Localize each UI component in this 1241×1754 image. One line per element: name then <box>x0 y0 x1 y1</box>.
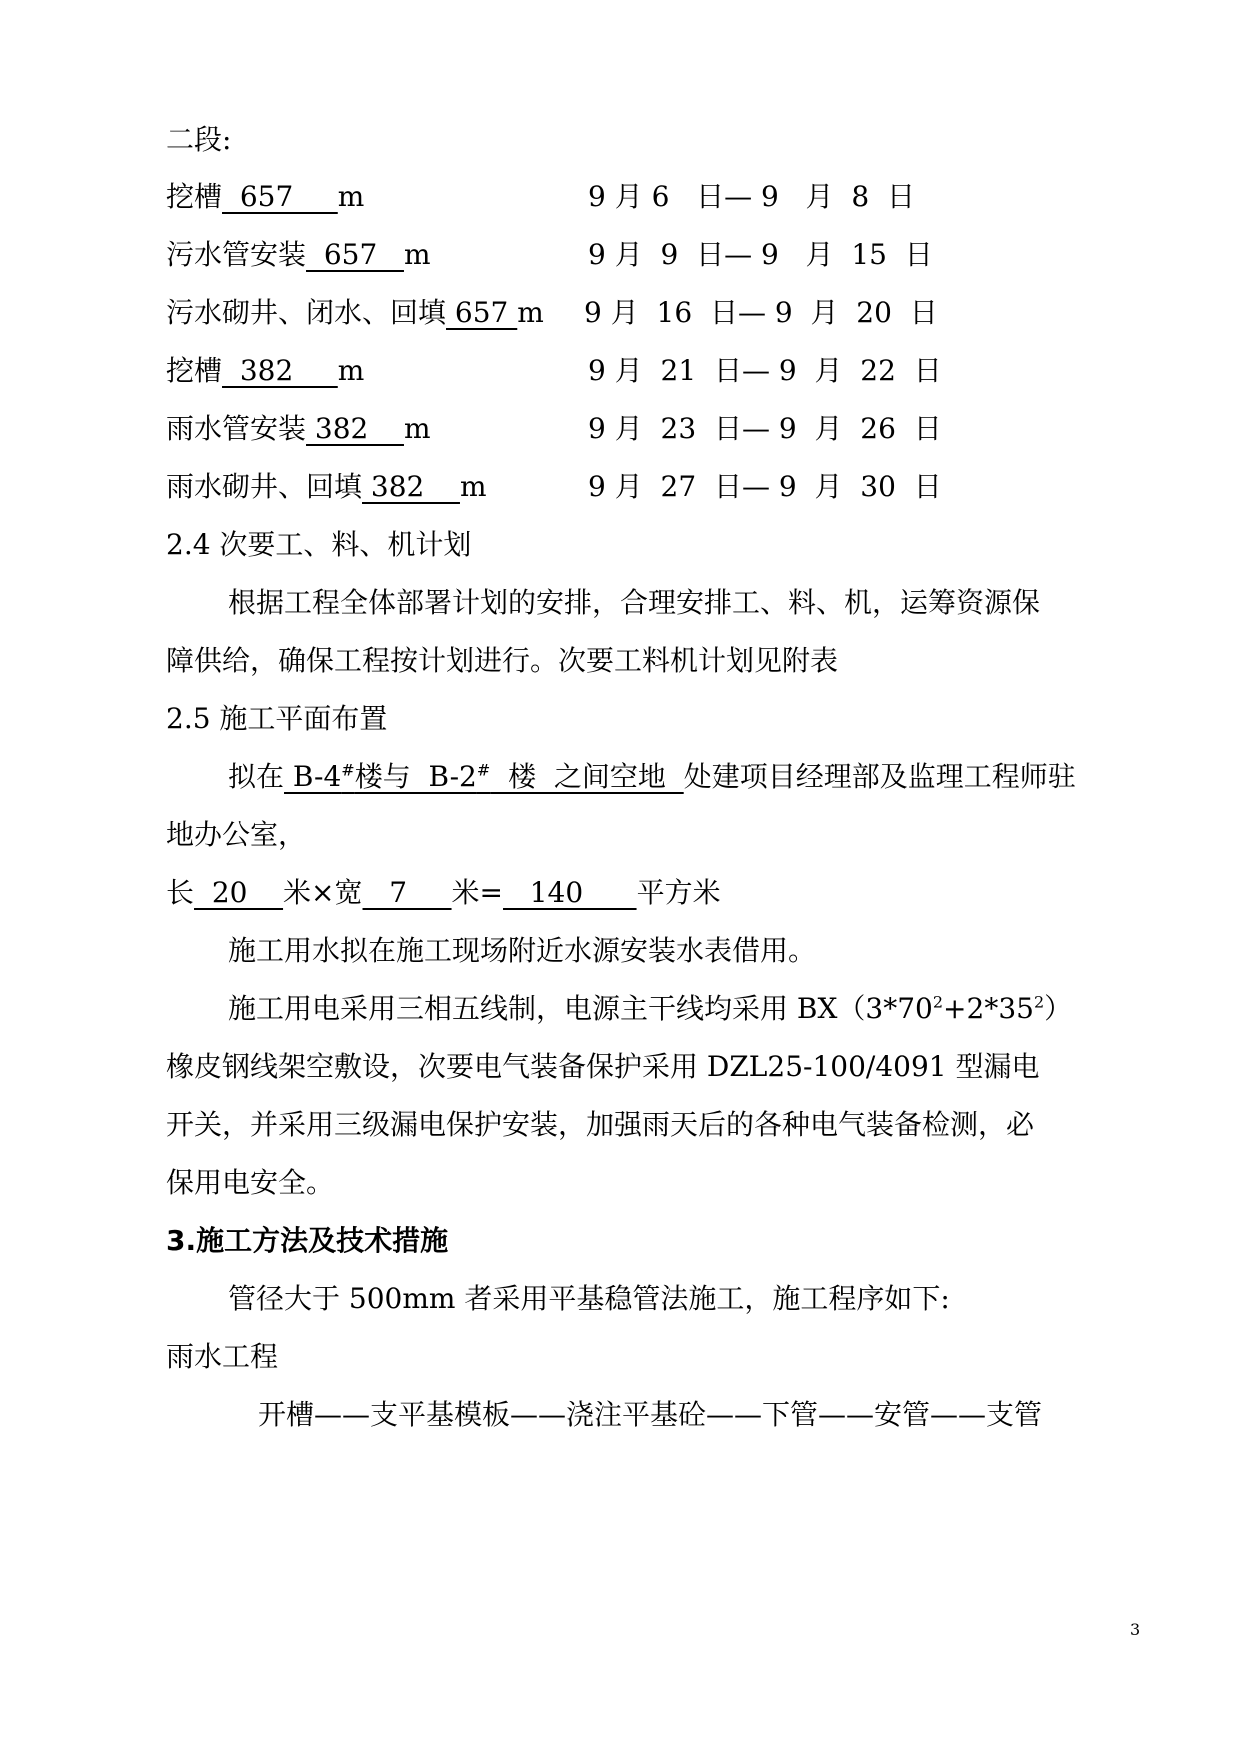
superscript: 2 <box>932 992 944 1012</box>
paragraph-line: 根据工程全体部署计划的安排，合理安排工、料、机，运筹资源保 <box>228 586 1041 619</box>
task-name: 污水砌井、闭水、回填 <box>166 296 447 329</box>
task-date: 9 月 9 日— 9 月 15 日 <box>588 238 933 271</box>
area-unit: 平方米 <box>636 876 721 909</box>
task-name: 雨水管安装 <box>166 412 307 445</box>
text-fragment: 楼 之间空地 <box>490 760 684 793</box>
width-value: 7 <box>362 876 452 909</box>
task-unit: m <box>517 296 544 329</box>
task-name: 挖槽 <box>166 354 223 387</box>
paragraph-line <box>228 989 1072 1029</box>
section-heading-2-4: 2.4 次要工、料、机计划 <box>166 528 472 561</box>
page-number: 3 <box>1130 1620 1141 1639</box>
area-label: 米= <box>451 876 504 909</box>
location-underlined <box>284 760 684 793</box>
task-quantity: 382 <box>306 412 404 445</box>
process-flow: 开槽——支平基模板——浇注平基砼——下管——安管——支管 <box>258 1398 1043 1431</box>
task-quantity: 382 <box>362 470 460 503</box>
paragraph-line: 施工用水拟在施工现场附近水源安装水表借用。 <box>228 934 817 967</box>
task-name: 挖槽 <box>166 180 223 213</box>
task-name: 雨水砌井、回填 <box>166 470 363 503</box>
section-label: 二段: <box>166 123 232 156</box>
schedule-row <box>166 467 487 507</box>
task-quantity: 657 <box>306 238 404 271</box>
superscript: # <box>476 760 491 780</box>
paragraph-line: 地办公室， <box>166 818 307 851</box>
section-heading-3: 3.施工方法及技术措施 <box>166 1224 449 1257</box>
text-fragment: 楼与 B-2 <box>354 760 477 793</box>
task-unit: m <box>403 412 431 445</box>
task-quantity: 657 <box>446 296 518 329</box>
superscript: # <box>341 760 355 780</box>
width-label: 米×宽 <box>283 876 363 909</box>
paragraph-line: 障供给，确保工程按计划进行。次要工料机计划见附表 <box>166 644 839 677</box>
task-quantity: 382 <box>222 354 338 387</box>
paragraph-line: 开关，并采用三级漏电保护安装，加强雨天后的各种电气装备检测，必 <box>166 1108 1035 1141</box>
task-name: 污水管安装 <box>166 238 307 271</box>
text-fragment: ） <box>1044 992 1073 1025</box>
task-unit: m <box>337 354 365 387</box>
paragraph-line: 管径大于 500mm 者采用平基稳管法施工，施工程序如下: <box>228 1282 950 1315</box>
length-label: 长 <box>166 876 195 909</box>
area-value: 140 <box>503 876 637 909</box>
schedule-row <box>166 409 431 449</box>
office-dimensions <box>166 873 721 913</box>
superscript: 2 <box>1033 992 1045 1012</box>
text-fragment: B-4 <box>284 760 342 793</box>
task-unit: m <box>403 238 431 271</box>
paragraph-line: 保用电安全。 <box>166 1166 335 1199</box>
task-unit: m <box>337 180 365 213</box>
schedule-row <box>166 293 544 333</box>
paragraph-line: 橡皮钢线架空敷设，次要电气装备保护采用 DZL25-100/4091 型漏电 <box>166 1050 1040 1083</box>
text-fragment: +2*35 <box>943 992 1034 1025</box>
task-date: 9 月 21 日— 9 月 22 日 <box>588 354 942 387</box>
text-fragment: 施工用电采用三相五线制，电源主干线均采用 BX（3*70 <box>228 992 933 1025</box>
text-fragment: 拟在 <box>228 760 285 793</box>
office-location-line <box>228 757 1076 797</box>
schedule-row <box>166 351 364 391</box>
schedule-row <box>166 177 364 217</box>
task-quantity: 657 <box>222 180 338 213</box>
task-date: 9 月 6 日— 9 月 8 日 <box>588 180 915 213</box>
section-heading-2-5: 2.5 施工平面布置 <box>166 702 388 735</box>
task-date: 9 月 16 日— 9 月 20 日 <box>584 296 938 329</box>
length-value: 20 <box>194 876 284 909</box>
task-date: 9 月 27 日— 9 月 30 日 <box>588 470 942 503</box>
subheading: 雨水工程 <box>166 1340 279 1373</box>
task-unit: m <box>459 470 487 503</box>
task-date: 9 月 23 日— 9 月 26 日 <box>588 412 942 445</box>
schedule-row <box>166 235 431 275</box>
text-fragment: 处建项目经理部及监理工程师驻 <box>683 760 1076 793</box>
